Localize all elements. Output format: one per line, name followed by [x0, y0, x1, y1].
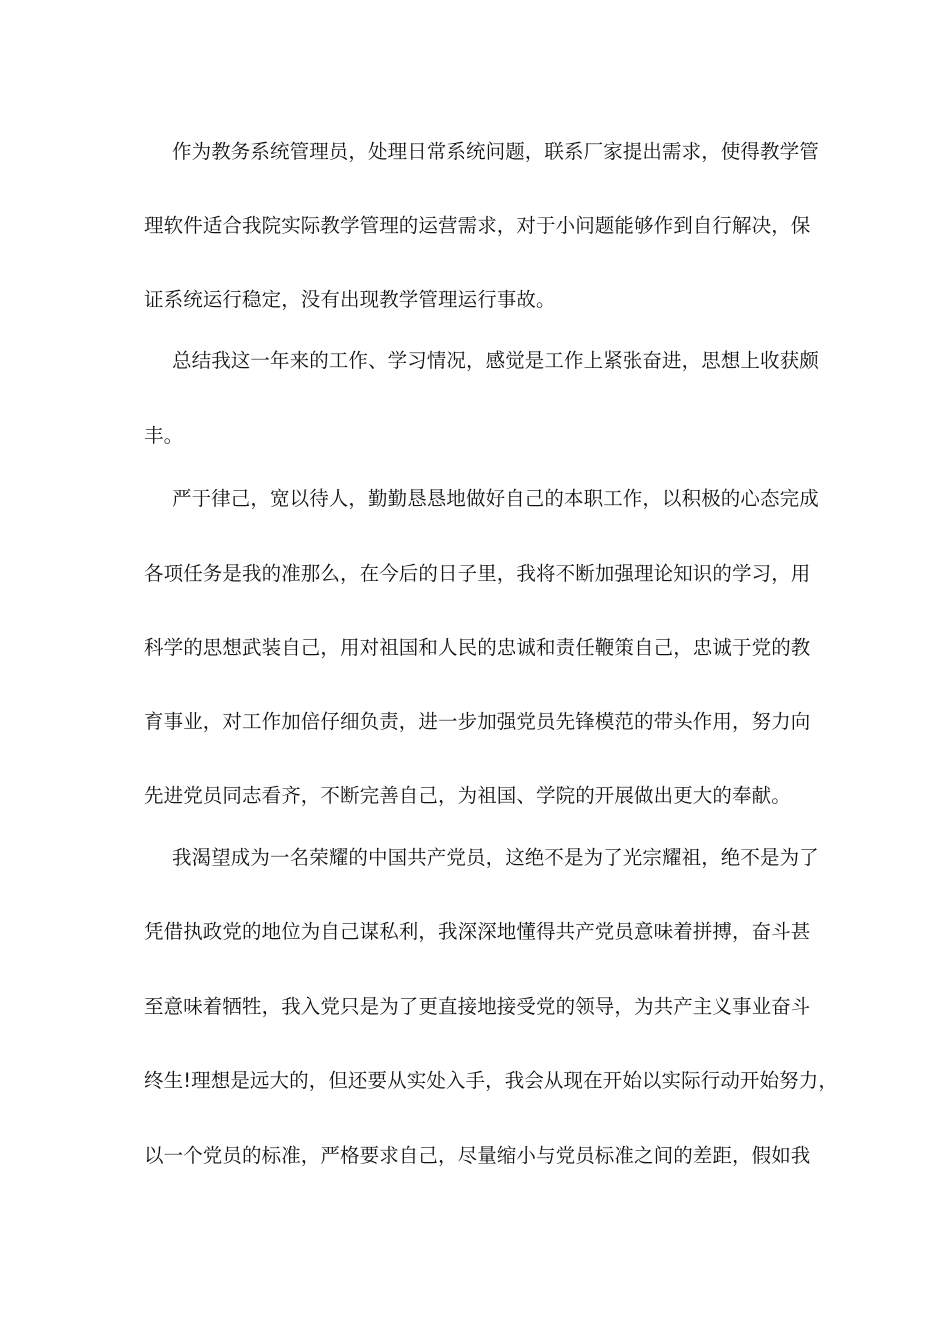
paragraph-4-line-1: 我渴望成为一名荣耀的中国共产党员，这绝不是为了光宗耀祖，绝不是为了	[172, 846, 819, 869]
paragraph-1-line-3: 证系统运行稳定，没有出现教学管理运行事故。	[144, 288, 556, 311]
paragraph-4-line-2: 凭借执政党的地位为自己谋私利，我深深地懂得共产党员意味着拼搏，奋斗甚	[144, 920, 811, 943]
paragraph-2-line-1: 总结我这一年来的工作、学习情况，感觉是工作上紧张奋进，思想上收获颇	[172, 349, 819, 372]
paragraph-1-line-2: 理软件适合我院实际教学管理的运营需求，对于小问题能够作到自行解决，保	[144, 214, 811, 237]
paragraph-4-line-5: 以一个党员的标准，严格要求自己，尽量缩小与党员标准之间的差距，假如我	[144, 1144, 811, 1167]
paragraph-3-line-2: 各项任务是我的准那么，在今后的日子里，我将不断加强理论知识的学习，用	[144, 562, 811, 585]
paragraph-2-line-2: 丰。	[144, 424, 184, 447]
paragraph-4-line-3: 至意味着牺牲，我入党只是为了更直接地接受党的领导，为共产主义事业奋斗	[144, 995, 811, 1018]
paragraph-3-line-3: 科学的思想武装自己，用对祖国和人民的忠诚和责任鞭策自己，忠诚于党的教	[144, 636, 811, 659]
paragraph-4-line-4: 终生!理想是远大的，但还要从实处入手，我会从现在开始以实际行动开始努力，	[144, 1069, 838, 1092]
paragraph-3-line-5: 先进党员同志看齐，不断完善自己，为祖国、学院的开展做出更大的奉献。	[144, 784, 791, 807]
paragraph-3-line-4: 育事业，对工作加倍仔细负责，进一步加强党员先锋模范的带头作用，努力向	[144, 710, 811, 733]
paragraph-1-line-1: 作为教务系统管理员，处理日常系统问题，联系厂家提出需求，使得教学管	[172, 140, 819, 163]
paragraph-3-line-1: 严于律己，宽以待人，勤勤恳恳地做好自己的本职工作，以积极的心态完成	[172, 487, 819, 510]
